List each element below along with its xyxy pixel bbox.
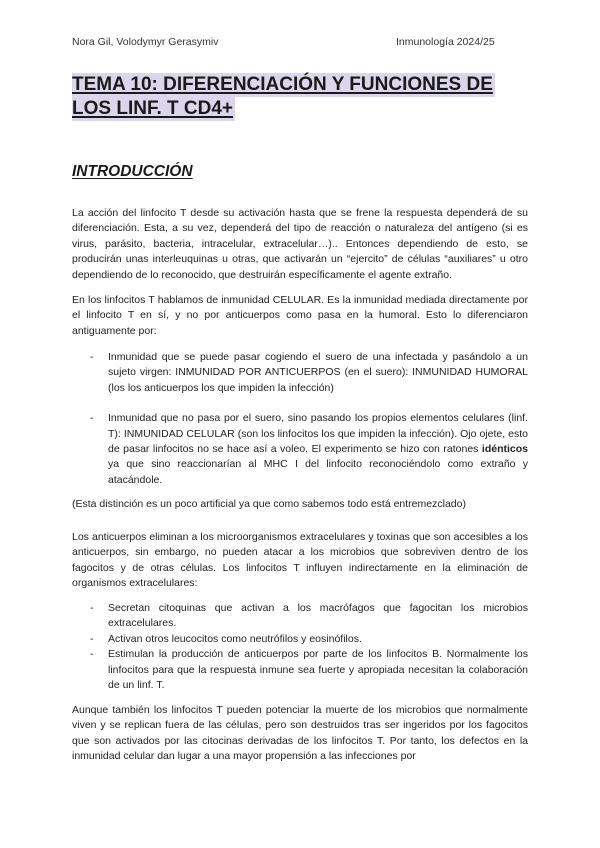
list-item-text: Secretan citoquinas que activan a los macrófagos que fagocitan los microbios extracelulares. [108,602,528,630]
list-item [72,632,528,647]
paragraph-3: (Esta distinción es un poco artificial ya que como sabemos todo está entremezclado) [72,498,466,510]
section-heading-introduccion: INTRODUCCIÓN [72,163,193,180]
bullet-dash: - [90,351,94,363]
list-item-text: Estimulan la producción de anticuerpos por parte de los linfocitos B. Normalmente los linfocitos para que la respuesta inmune sea fuerte y apropiada necesitan la colaboración de un linf. T. [108,648,528,692]
paragraph-4: Los anticuerpos eliminan a los microorganismos extracelulares y toxinas que son accesibles a los anticuerpos, sin embargo, no pueden atacar a los microbios que sobreviven dentro de los fagocitos y de otras células. Los linfocitos T influyen indirectamente en la eliminación de organismos extracelulares: [72,531,528,590]
paragraph-1: La acción del linfocito T desde su activación hasta que se frene la respuesta dependerá de su diferenciación. Esta, a su vez, dependerá del tipo de reacción o naturaleza del antígeno (si es virus, parásito, bacteria, intracelular, extracelular…).. Entonces dependiendo de esto, se producirán unas interleuquinas u otras, que activarán un “ejercito” de células “auxiliares” u otro dependiendo de lo reconocido, que destruirán específicamente el agente extraño. [72,207,528,281]
list-item-text-bold: idénticos [481,443,528,456]
paragraph-2: En los linfocitos T hablamos de inmunidad CELULAR. Es la inmunidad mediada directamente por el linfocito T en sí, y no por anticuerpos como pasa en la humoral. Esto lo diferenciaron antiguamente por: [72,294,528,337]
list-item-text-b: ya que sino reaccionarían al MHC I del linfocito reconociéndolo como extraño y atacándole. [108,458,528,486]
list-item [72,647,528,693]
bullet-dash: - [90,602,94,614]
list-item-text-a: Inmunidad que no pasa por el suero, sino pasando los propios elementos celulares (linf. T): INMUNIDAD CELULAR (son los linfocitos los que impiden la infección). Ojo ojete, esto de pasar linfocitos no se hace así a voleo. El experimento se hizo con ratones [108,412,528,456]
paragraph-5: Aunque también los linfocitos T pueden potenciar la muerte de los microbios que normalmente viven y se replican fuera de las células, pero son destruidos tras ser ingeridos por los fagocitos que son activados por las citocinas derivadas de los linfocitos T. Por tanto, los defectos en la inmunidad celular dan lugar a una mayor propensión a las infecciones por [72,704,528,763]
list-item [72,411,528,488]
list-immunity-types [72,350,528,488]
list-t-cell-functions [72,601,528,693]
bullet-dash: - [90,632,94,645]
title-line-1: TEMA 10: DIFERENCIACIÓN Y FUNCIONES DE [72,74,493,95]
bullet-dash: - [90,412,94,425]
bullet-dash: - [90,648,94,661]
list-item-text: Activan otros leucocitos como neutrófilos y eosinófilos. [108,632,362,645]
page-title [72,73,532,121]
title-line-2: LOS LINF. T CD4+ [72,98,233,119]
header-authors: Nora Gil, Volodymyr Gerasymiv [72,36,219,48]
header-course: Inmunología 2024/25 [396,36,495,48]
list-item [72,350,528,396]
list-item [72,601,528,632]
list-item-text: Inmunidad que se puede pasar cogiendo el suero de una infectada y pasándolo a un sujeto virgen: INMUNIDAD POR ANTICUERPOS (en el suero): INMUNIDAD HUMORAL (los los anticuerpos los que impiden la infección) [108,351,528,394]
